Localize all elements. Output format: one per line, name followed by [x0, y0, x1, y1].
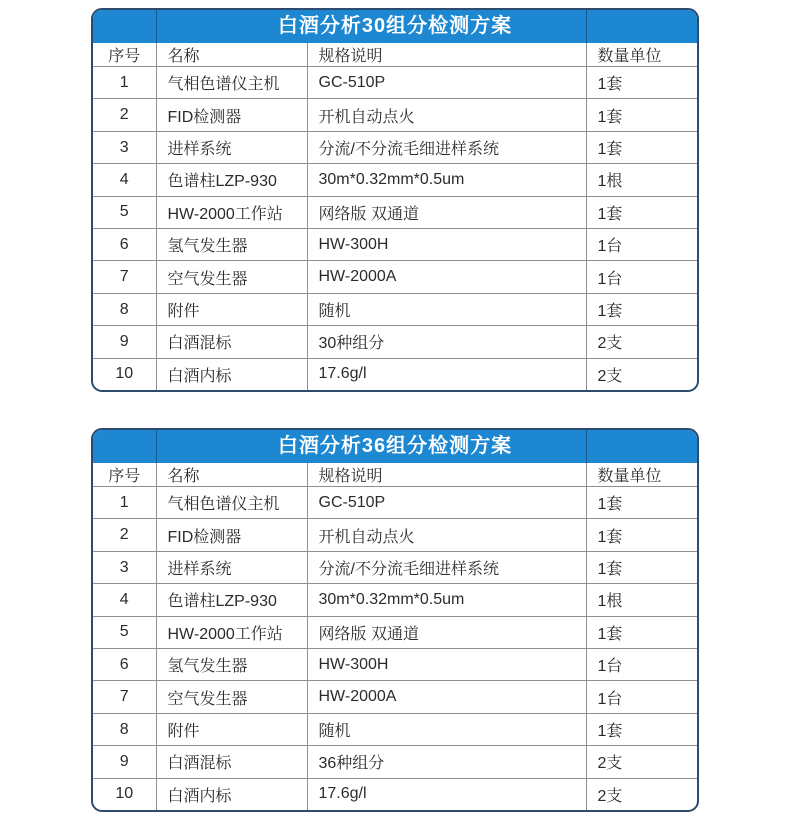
cell-seq: 8 — [93, 713, 156, 745]
plan-table-30 — [91, 8, 699, 392]
column-header-name: 名称 — [156, 43, 307, 67]
cell-name: 气相色谱仪主机 — [156, 487, 307, 519]
table-row — [93, 67, 697, 99]
cell-spec: 网络版 双通道 — [307, 196, 586, 228]
cell-spec: 17.6g/l — [307, 778, 586, 810]
cell-qty: 1套 — [586, 487, 697, 519]
table-row — [93, 358, 697, 390]
cell-seq: 1 — [93, 67, 156, 99]
cell-name: 白酒内标 — [156, 358, 307, 390]
cell-seq: 5 — [93, 196, 156, 228]
cell-spec: HW-300H — [307, 229, 586, 261]
cell-qty: 2支 — [586, 358, 697, 390]
table-row — [93, 487, 697, 519]
cell-seq: 2 — [93, 519, 156, 551]
cell-qty: 1根 — [586, 164, 697, 196]
cell-spec: 30种组分 — [307, 326, 586, 358]
cell-qty: 1根 — [586, 584, 697, 616]
table-row — [93, 164, 697, 196]
cell-seq: 4 — [93, 584, 156, 616]
cell-name: 进样系统 — [156, 131, 307, 163]
table-row — [93, 584, 697, 616]
cell-seq: 10 — [93, 358, 156, 390]
cell-seq: 9 — [93, 326, 156, 358]
cell-qty: 2支 — [586, 778, 697, 810]
cell-spec: HW-300H — [307, 649, 586, 681]
table-row — [93, 293, 697, 325]
cell-qty: 1台 — [586, 229, 697, 261]
cell-qty: 2支 — [586, 746, 697, 778]
band-column-divider — [586, 430, 587, 463]
table-title-band — [93, 430, 697, 463]
cell-seq: 9 — [93, 746, 156, 778]
spec-table — [93, 43, 697, 390]
table-row — [93, 519, 697, 551]
cell-spec: HW-2000A — [307, 681, 586, 713]
table-title: 白酒分析36组分检测方案 — [277, 435, 513, 457]
column-header-seq: 序号 — [93, 463, 156, 487]
table-row — [93, 131, 697, 163]
cell-seq: 7 — [93, 261, 156, 293]
cell-spec: GC-510P — [307, 67, 586, 99]
cell-spec: 30m*0.32mm*0.5um — [307, 164, 586, 196]
table-row — [93, 649, 697, 681]
cell-spec: HW-2000A — [307, 261, 586, 293]
column-header-name: 名称 — [156, 463, 307, 487]
cell-seq: 7 — [93, 681, 156, 713]
cell-qty: 1套 — [586, 67, 697, 99]
cell-spec: 分流/不分流毛细进样系统 — [307, 551, 586, 583]
cell-name: FID检测器 — [156, 519, 307, 551]
table-row — [93, 746, 697, 778]
cell-qty: 1套 — [586, 519, 697, 551]
cell-name: 白酒混标 — [156, 746, 307, 778]
table-row — [93, 99, 697, 131]
cell-name: 氢气发生器 — [156, 649, 307, 681]
cell-qty: 1套 — [586, 713, 697, 745]
header-row — [93, 43, 697, 67]
cell-seq: 6 — [93, 649, 156, 681]
table-row — [93, 229, 697, 261]
cell-seq: 10 — [93, 778, 156, 810]
cell-qty: 1套 — [586, 551, 697, 583]
cell-qty: 1套 — [586, 293, 697, 325]
band-column-divider — [156, 10, 157, 43]
table-title-band — [93, 10, 697, 43]
table-row — [93, 616, 697, 648]
cell-seq: 6 — [93, 229, 156, 261]
cell-qty: 1台 — [586, 261, 697, 293]
band-column-divider — [586, 10, 587, 43]
cell-spec: 分流/不分流毛细进样系统 — [307, 131, 586, 163]
cell-spec: 随机 — [307, 713, 586, 745]
plan-table-36 — [91, 428, 699, 812]
table-row — [93, 551, 697, 583]
header-row — [93, 463, 697, 487]
column-header-qty: 数量单位 — [586, 463, 697, 487]
cell-name: 空气发生器 — [156, 681, 307, 713]
cell-qty: 1套 — [586, 99, 697, 131]
cell-seq: 5 — [93, 616, 156, 648]
table-row — [93, 326, 697, 358]
cell-qty: 1套 — [586, 196, 697, 228]
cell-qty: 1套 — [586, 131, 697, 163]
cell-spec: 17.6g/l — [307, 358, 586, 390]
column-header-spec: 规格说明 — [307, 43, 586, 67]
cell-spec: 网络版 双通道 — [307, 616, 586, 648]
cell-name: 进样系统 — [156, 551, 307, 583]
cell-qty: 1台 — [586, 649, 697, 681]
column-header-seq: 序号 — [93, 43, 156, 67]
column-header-spec: 规格说明 — [307, 463, 586, 487]
cell-name: 附件 — [156, 293, 307, 325]
cell-name: HW-2000工作站 — [156, 616, 307, 648]
cell-name: 色谱柱LZP-930 — [156, 164, 307, 196]
cell-seq: 1 — [93, 487, 156, 519]
cell-name: HW-2000工作站 — [156, 196, 307, 228]
table-row — [93, 778, 697, 810]
cell-qty: 1台 — [586, 681, 697, 713]
table-row — [93, 261, 697, 293]
cell-qty: 1套 — [586, 616, 697, 648]
cell-name: 附件 — [156, 713, 307, 745]
cell-name: FID检测器 — [156, 99, 307, 131]
cell-name: 气相色谱仪主机 — [156, 67, 307, 99]
table-title: 白酒分析30组分检测方案 — [277, 15, 513, 37]
table-row — [93, 713, 697, 745]
cell-spec: 开机自动点火 — [307, 99, 586, 131]
cell-seq: 3 — [93, 131, 156, 163]
cell-seq: 2 — [93, 99, 156, 131]
cell-spec: GC-510P — [307, 487, 586, 519]
spec-table — [93, 463, 697, 810]
cell-seq: 3 — [93, 551, 156, 583]
cell-name: 白酒内标 — [156, 778, 307, 810]
cell-name: 空气发生器 — [156, 261, 307, 293]
column-header-qty: 数量单位 — [586, 43, 697, 67]
cell-seq: 4 — [93, 164, 156, 196]
cell-spec: 随机 — [307, 293, 586, 325]
cell-spec: 30m*0.32mm*0.5um — [307, 584, 586, 616]
table-row — [93, 681, 697, 713]
cell-spec: 36种组分 — [307, 746, 586, 778]
cell-spec: 开机自动点火 — [307, 519, 586, 551]
cell-seq: 8 — [93, 293, 156, 325]
cell-name: 白酒混标 — [156, 326, 307, 358]
band-column-divider — [156, 430, 157, 463]
table-row — [93, 196, 697, 228]
cell-name: 氢气发生器 — [156, 229, 307, 261]
cell-qty: 2支 — [586, 326, 697, 358]
cell-name: 色谱柱LZP-930 — [156, 584, 307, 616]
